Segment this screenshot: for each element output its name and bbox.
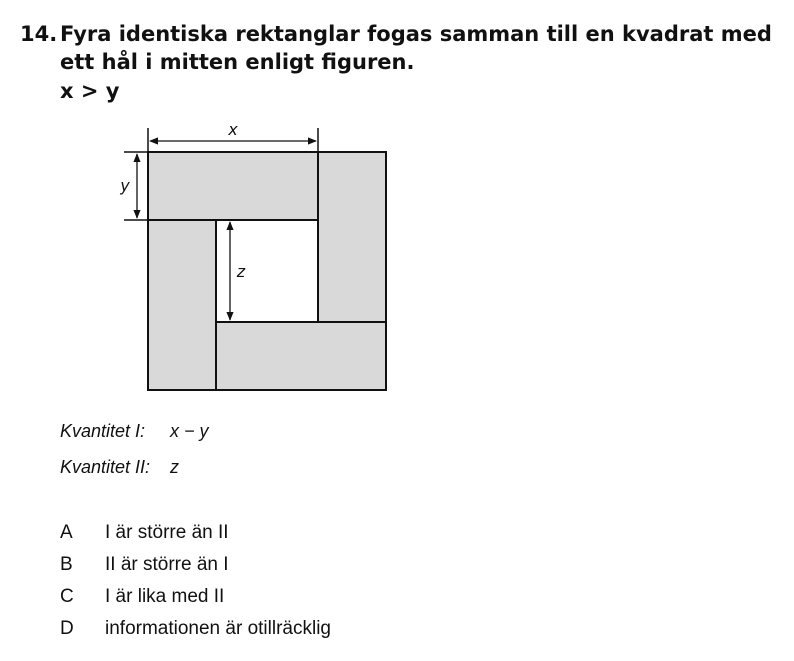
option-a-letter: A — [60, 522, 73, 543]
question-text: Fyra identiska rektanglar fogas samman till en kvadrat med ett hål i mitten enligt figuren. — [60, 22, 772, 74]
question-number: 14. — [20, 22, 58, 46]
quantity-1-label: Kvantitet I: — [60, 421, 146, 441]
option-c-text: I är lika med II — [105, 586, 225, 607]
quantity-1 — [60, 420, 209, 442]
option-c[interactable] — [60, 585, 224, 609]
option-a-text: I är större än II — [105, 522, 229, 543]
option-b-text: II är större än I — [105, 554, 229, 575]
option-d-text: informationen är otillräcklig — [105, 618, 331, 639]
question-condition: x > y — [60, 79, 120, 103]
quantity-2-value: z — [170, 457, 179, 477]
rectangle-bottom — [216, 322, 386, 390]
option-d[interactable] — [60, 617, 331, 641]
rectangle-left — [148, 220, 216, 390]
option-a[interactable] — [60, 521, 229, 545]
rectangle-top — [148, 152, 318, 220]
option-d-letter: D — [60, 618, 74, 639]
y-label: y — [120, 176, 130, 195]
option-b-letter: B — [60, 554, 73, 575]
quantity-2 — [60, 456, 179, 478]
option-c-letter: C — [60, 586, 74, 607]
rectangle-right — [318, 152, 386, 322]
z-label: z — [236, 262, 246, 281]
quantity-1-value: x − y — [170, 421, 209, 441]
quantity-2-label: Kvantitet II: — [60, 457, 151, 477]
option-b[interactable] — [60, 553, 229, 577]
x-label: x — [228, 120, 238, 139]
